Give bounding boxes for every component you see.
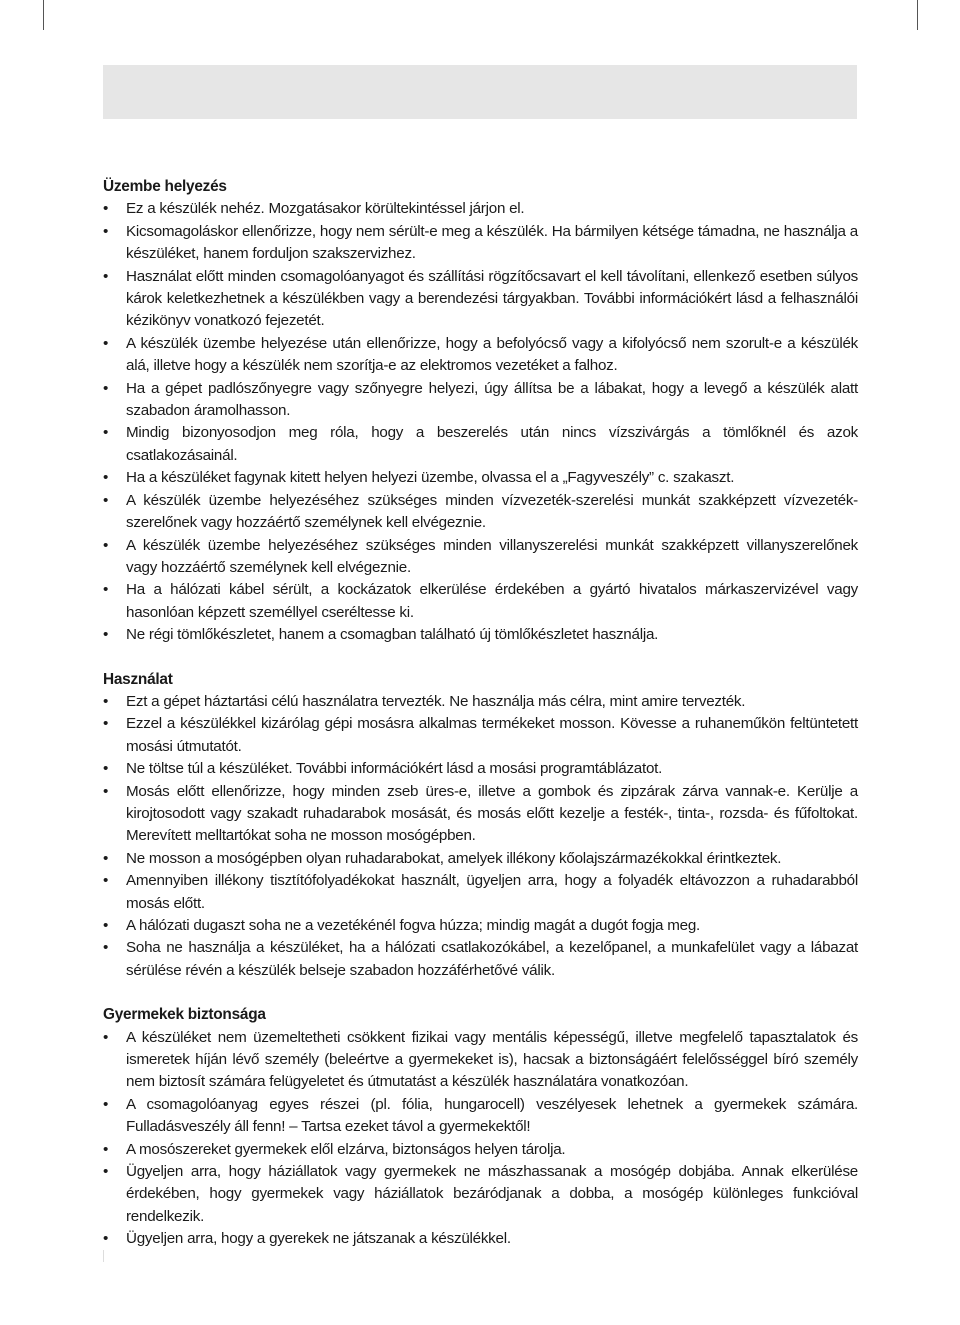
list-item: • Ne mosson a mosógépben olyan ruhadarabokat, amelyek illékony kőolajszármazékokkal érintkeztek. bbox=[103, 848, 858, 870]
list-item: • Használat előtt minden csomagolóanyagot és szállítási rögzítőcsavart el kell távolítani, ellenkező esetben súlyos károk keletkezhetnek a készülékben vagy a berendezési tárgyakban. További információkért lásd a felhasználói kézikönyv vonatkozó fejezetét. bbox=[103, 266, 858, 333]
list-item: • Soha ne használja a készüléket, ha a hálózati csatlakozókábel, a kezelőpanel, a munkafelület vagy a lábazat sérülése révén a készülék belseje szabadon hozzáférhetővé válik. bbox=[103, 937, 858, 982]
crop-mark-top-left bbox=[43, 0, 44, 30]
list-item: • Ügyeljen arra, hogy a gyerekek ne játszanak a készülékkel. bbox=[103, 1228, 858, 1250]
list-item: • Ha a hálózati kábel sérült, a kockázatok elkerülése érdekében a gyártó hivatalos márkaszervizével vagy hasonlóan képzett személlyel cseréltesse ki. bbox=[103, 579, 858, 624]
list-item: • A készüléket nem üzemeltetheti csökkent fizikai vagy mentális képességű, illetve megfelelő tapasztalatok és ismeretek híján lévő személy (beleértve a gyermekeket is), hacsak a biztonságáért felelősséggel bíró személy nem biztosít számára felügyeletet és útmutatást a készülék használatára vonatkozóan. bbox=[103, 1027, 858, 1094]
bullet-list bbox=[103, 198, 858, 646]
list-item: • A készülék üzembe helyezéséhez szükséges minden vízvezeték-szerelési munkát szakképzett vízvezeték-szerelőnek vagy hozzáértő személynek kell elvégeznie. bbox=[103, 490, 858, 535]
section-installation bbox=[103, 176, 858, 647]
list-item: • Mosás előtt ellenőrizze, hogy minden zseb üres-e, illetve a gombok és zipzárak zárva vannak-e. Kerülje a kirojtosodott vagy szakadt ruhadarabok mosását, és mosás előtt kezelje a festék-, tinta-, rozsda- és fűfoltokat. Merevített melltartókat soha ne mosson mosógépben. bbox=[103, 781, 858, 848]
list-item: • Kicsomagoláskor ellenőrizze, hogy nem sérült-e meg a készülék. Ha bármilyen kétsége támadna, ne használja a készüléket, hanem forduljon szakszervizhez. bbox=[103, 221, 858, 266]
list-item: • A mosószereket gyermekek elől elzárva, biztonságos helyen tárolja. bbox=[103, 1139, 858, 1161]
section-title: Üzembe helyezés bbox=[103, 178, 227, 195]
section-child-safety bbox=[103, 1004, 858, 1250]
list-item: • A hálózati dugaszt soha ne a vezetékénél fogva húzza; mindig magát a dugót fogja meg. bbox=[103, 915, 858, 937]
list-item: • Ha a készüléket fagynak kitett helyen helyezi üzembe, olvassa el a „Fagyveszély” c. szakaszt. bbox=[103, 467, 858, 489]
list-item: • Mindig bizonyosodjon meg róla, hogy a beszerelés után nincs vízszivárgás a tömlőknél és azok csatlakozásainál. bbox=[103, 422, 858, 467]
bullet-list bbox=[103, 691, 858, 982]
list-item: • A csomagolóanyag egyes részei (pl. fólia, hungarocell) veszélyesek lehetnek a gyermekek számára. Fulladásveszély áll fenn! – Tartsa ezeket távol a gyermekektől! bbox=[103, 1094, 858, 1139]
list-item: • Ha a gépet padlószőnyegre vagy szőnyegre helyezi, úgy állítsa be a lábakat, hogy a levegő a készülék alatt szabadon áramolhasson. bbox=[103, 378, 858, 423]
crop-mark-top-right bbox=[917, 0, 918, 30]
list-item: • Amennyiben illékony tisztítófolyadékokat használt, ügyeljen arra, hogy a folyadék eltávozzon a ruhadarabból mosás előtt. bbox=[103, 870, 858, 915]
list-item: • Ezzel a készülékkel kizárólag gépi mosásra alkalmas termékeket mosson. Kövesse a ruhaneműkön feltüntetett mosási útmutatót. bbox=[103, 713, 858, 758]
section-usage bbox=[103, 669, 858, 983]
list-item: • Ez a készülék nehéz. Mozgatásakor körültekintéssel járjon el. bbox=[103, 198, 858, 220]
list-item: • A készülék üzembe helyezése után ellenőrizze, hogy a befolyócső vagy a kifolyócső nem szorult-e a készülék alá, illetve hogy a készülék nem szorítja-e az elektromos vezetéket a falhoz. bbox=[103, 333, 858, 378]
list-item: • Ne töltse túl a készüléket. További információkért lásd a mosási programtáblázatot. bbox=[103, 758, 858, 780]
section-title: Használat bbox=[103, 670, 173, 688]
list-item: • Ügyeljen arra, hogy háziállatok vagy gyermekek ne mászhassanak a mosógép dobjába. Annak elkerülése érdekében, hogy gyermekek vagy háziállatok bezáródjanak a dobba, a mosógép különleges funkcióval rendelkezik. bbox=[103, 1161, 858, 1228]
crop-mark-bottom-left bbox=[103, 1250, 104, 1262]
document-body bbox=[103, 176, 858, 1251]
bullet-list bbox=[103, 1027, 858, 1251]
header-band bbox=[103, 65, 857, 119]
section-title: Gyermekek biztonsága bbox=[103, 1006, 266, 1024]
list-item: • Ezt a gépet háztartási célú használatra tervezték. Ne használja más célra, mint amire tervezték. bbox=[103, 691, 858, 713]
list-item: • Ne régi tömlőkészletet, hanem a csomagban található új tömlőkészletet használja. bbox=[103, 624, 858, 646]
list-item: • A készülék üzembe helyezéséhez szükséges minden villanyszerelési munkát szakképzett villanyszerelőnek vagy hozzáértő személynek kell elvégeznie. bbox=[103, 535, 858, 580]
